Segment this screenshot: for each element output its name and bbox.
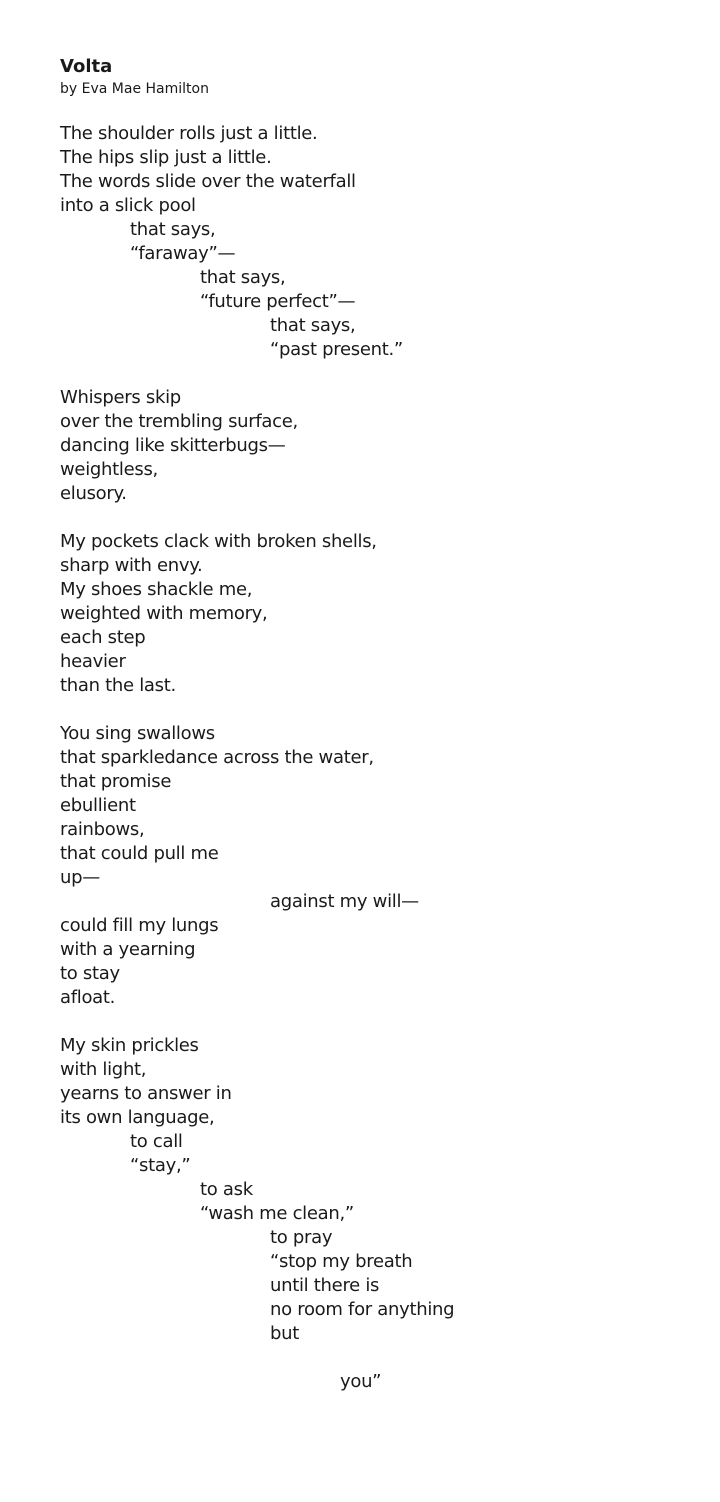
poem-body xyxy=(60,122,680,1418)
poem-line: could fill my lungs xyxy=(60,915,219,936)
poem-line: sharp with envy. xyxy=(60,555,203,576)
poem-line: “future perfect”— xyxy=(200,291,356,312)
poem-line: “stop my breath xyxy=(270,1251,413,1272)
poem-line: against my will— xyxy=(270,891,419,912)
poem-line: no room for anything xyxy=(270,1299,455,1320)
poem-line: afloat. xyxy=(60,987,116,1008)
poem-line: The hips slip just a little. xyxy=(60,147,272,168)
poem-line: its own language, xyxy=(60,1107,215,1128)
poem-line: that says, xyxy=(130,219,216,240)
poem-line: with light, xyxy=(60,1059,147,1080)
poem-line: to call xyxy=(130,1131,183,1152)
poem-line: ebullient xyxy=(60,795,136,816)
poem-line: that promise xyxy=(60,771,172,792)
poem-line: that says, xyxy=(270,315,356,336)
poem-line: rainbows, xyxy=(60,819,145,840)
poem-line: You sing swallows xyxy=(60,723,215,744)
poem-line: “past present.” xyxy=(270,339,403,360)
stanza-1 xyxy=(60,122,680,362)
poem-line: heavier xyxy=(60,651,126,672)
poem-line: The words slide over the waterfall xyxy=(60,171,356,192)
poem-line: Whispers skip xyxy=(60,387,181,408)
stanza-5 xyxy=(60,1034,680,1394)
poem-line: up— xyxy=(60,867,100,888)
poem-line: you” xyxy=(340,1371,382,1392)
poem-line: My shoes shackle me, xyxy=(60,579,253,600)
poem-line: My skin prickles xyxy=(60,1035,199,1056)
poem-line: The shoulder rolls just a little. xyxy=(60,123,318,144)
poem-line: “wash me clean,” xyxy=(200,1203,354,1224)
poem-line: weightless, xyxy=(60,459,158,480)
poem-line: weighted with memory, xyxy=(60,603,268,624)
poem-line: that sparkledance across the water, xyxy=(60,747,374,768)
poem-line: until there is xyxy=(270,1275,380,1296)
poem-line: each step xyxy=(60,627,146,648)
poem-line: “faraway”— xyxy=(130,243,236,264)
line-gap xyxy=(60,1346,680,1370)
poem-line: dancing like skitterbugs— xyxy=(60,435,286,456)
stanza-4 xyxy=(60,722,680,1010)
poem-line: with a yearning xyxy=(60,939,196,960)
poem-line: to stay xyxy=(60,963,120,984)
poem-line: “stay,” xyxy=(130,1155,191,1176)
poem-line: into a slick pool xyxy=(60,195,196,216)
poem-byline: by Eva Mae Hamilton xyxy=(60,81,209,97)
poem-line: that says, xyxy=(200,267,286,288)
stanza-3 xyxy=(60,530,680,698)
poem-line: but xyxy=(270,1323,299,1344)
poem-line: My pockets clack with broken shells, xyxy=(60,531,377,552)
poem-line: elusory. xyxy=(60,483,127,504)
poem-line: than the last. xyxy=(60,675,176,696)
poem-line: that could pull me xyxy=(60,843,219,864)
poem-line: to pray xyxy=(270,1227,333,1248)
poem-line: to ask xyxy=(200,1179,253,1200)
stanza-2 xyxy=(60,386,680,506)
poem-line: yearns to answer in xyxy=(60,1083,232,1104)
poem-line: over the trembling surface, xyxy=(60,411,298,432)
poem-title: Volta xyxy=(60,56,113,77)
